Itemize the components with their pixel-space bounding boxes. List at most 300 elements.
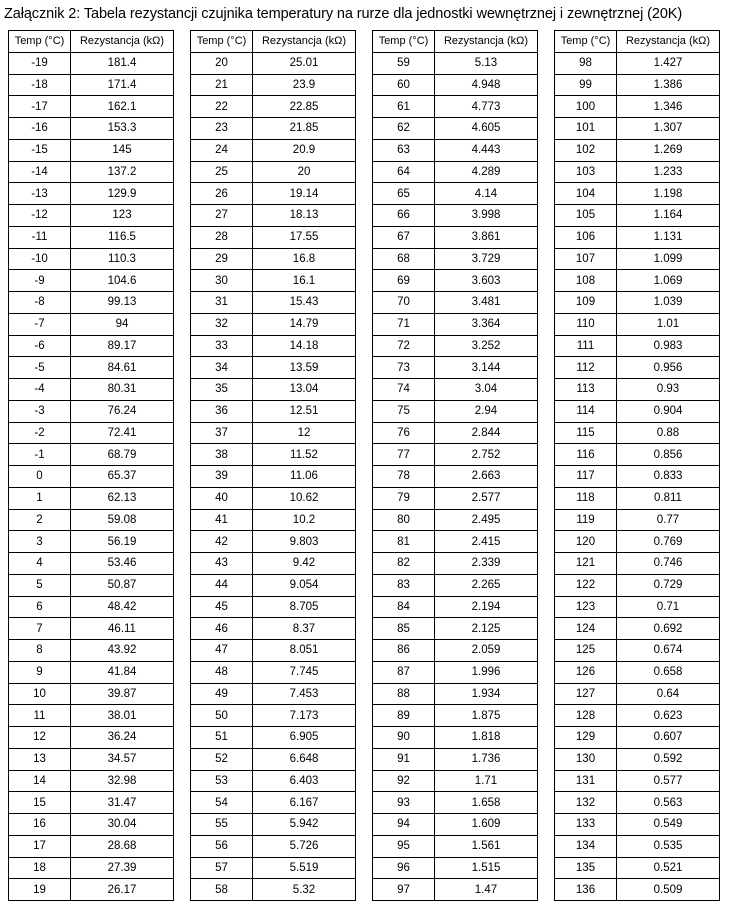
resistance-cell: 1.346	[617, 96, 720, 118]
temp-cell: 115	[555, 422, 617, 444]
table-row	[9, 509, 174, 531]
temp-cell: 19	[9, 879, 71, 901]
resistance-cell: 17.55	[253, 226, 356, 248]
temp-cell: 123	[555, 596, 617, 618]
resistance-cell: 8.051	[253, 640, 356, 662]
temp-cell: 132	[555, 792, 617, 814]
table-row	[9, 487, 174, 509]
temp-cell: 128	[555, 705, 617, 727]
temp-cell: 52	[191, 748, 253, 770]
resistance-cell: 36.24	[71, 727, 174, 749]
resistance-cell: 0.811	[617, 487, 720, 509]
temp-cell: 113	[555, 379, 617, 401]
resistance-cell: 48.42	[71, 596, 174, 618]
temp-cell: -4	[9, 379, 71, 401]
resistance-cell: 43.92	[71, 640, 174, 662]
resistance-cell: 94	[71, 313, 174, 335]
temp-cell: 61	[373, 96, 435, 118]
resistance-cell: 7.745	[253, 661, 356, 683]
temp-cell: -6	[9, 335, 71, 357]
temp-cell: 102	[555, 139, 617, 161]
table-header-row	[9, 31, 174, 53]
table-row	[191, 509, 356, 531]
temp-cell: 10	[9, 683, 71, 705]
resistance-cell: 1.47	[435, 879, 538, 901]
temp-cell: 64	[373, 161, 435, 183]
table-row	[555, 553, 720, 575]
table-row	[373, 292, 538, 314]
temp-column-header: Temp (°C)	[373, 31, 435, 53]
temp-cell: 78	[373, 466, 435, 488]
table-row	[373, 139, 538, 161]
temp-cell: 83	[373, 574, 435, 596]
resistance-cell: 3.481	[435, 292, 538, 314]
table-row	[191, 792, 356, 814]
temp-cell: 131	[555, 770, 617, 792]
table-row	[191, 96, 356, 118]
temp-cell: 39	[191, 466, 253, 488]
table-row	[9, 248, 174, 270]
temp-cell: 48	[191, 661, 253, 683]
table-row	[555, 531, 720, 553]
table-row	[191, 335, 356, 357]
table-row	[191, 270, 356, 292]
resistance-cell: 2.415	[435, 531, 538, 553]
temp-cell: 66	[373, 205, 435, 227]
table-row	[191, 705, 356, 727]
resistance-cell: 2.125	[435, 618, 538, 640]
resistance-cell: 34.57	[71, 748, 174, 770]
temp-cell: 22	[191, 96, 253, 118]
temp-cell: 69	[373, 270, 435, 292]
resistance-cell: 1.01	[617, 313, 720, 335]
resistance-cell: 104.6	[71, 270, 174, 292]
resistance-cell: 11.52	[253, 444, 356, 466]
temp-cell: 106	[555, 226, 617, 248]
temp-cell: 92	[373, 770, 435, 792]
table-row	[191, 379, 356, 401]
resistance-cell: 1.875	[435, 705, 538, 727]
temp-cell: 120	[555, 531, 617, 553]
resistance-cell: 0.856	[617, 444, 720, 466]
temp-cell: 93	[373, 792, 435, 814]
table-row	[9, 618, 174, 640]
table-row	[191, 183, 356, 205]
temp-cell: 65	[373, 183, 435, 205]
resistance-cell: 13.04	[253, 379, 356, 401]
temp-cell: 8	[9, 640, 71, 662]
resistance-cell: 137.2	[71, 161, 174, 183]
table-row	[555, 248, 720, 270]
table-row	[191, 618, 356, 640]
resistance-cell: 1.069	[617, 270, 720, 292]
table-row	[555, 52, 720, 74]
resistance-cell: 3.998	[435, 205, 538, 227]
temp-cell: -12	[9, 205, 71, 227]
resistance-cell: 0.746	[617, 553, 720, 575]
temp-cell: -18	[9, 74, 71, 96]
table-row	[191, 683, 356, 705]
table-row	[9, 183, 174, 205]
table-row	[373, 379, 538, 401]
resistance-cell: 25.01	[253, 52, 356, 74]
resistance-cell: 89.17	[71, 335, 174, 357]
temp-cell: 51	[191, 727, 253, 749]
resistance-cell: 0.674	[617, 640, 720, 662]
temp-cell: 129	[555, 727, 617, 749]
resistance-cell: 2.265	[435, 574, 538, 596]
table-row	[373, 270, 538, 292]
resistance-cell: 26.17	[71, 879, 174, 901]
resistance-table-block	[554, 30, 720, 901]
temp-cell: 11	[9, 705, 71, 727]
resistance-cell: 14.18	[253, 335, 356, 357]
resistance-cell: 12	[253, 422, 356, 444]
table-row	[191, 357, 356, 379]
table-header-row	[555, 31, 720, 53]
resistance-cell: 72.41	[71, 422, 174, 444]
resistance-cell: 22.85	[253, 96, 356, 118]
table-row	[555, 770, 720, 792]
resistance-cell: 65.37	[71, 466, 174, 488]
temp-cell: 23	[191, 118, 253, 140]
table-row	[373, 400, 538, 422]
table-header-row	[191, 31, 356, 53]
temp-cell: 26	[191, 183, 253, 205]
resistance-cell: 110.3	[71, 248, 174, 270]
temp-cell: 127	[555, 683, 617, 705]
table-row	[191, 748, 356, 770]
table-row	[373, 444, 538, 466]
temp-cell: 122	[555, 574, 617, 596]
table-row	[9, 835, 174, 857]
resistance-cell: 20	[253, 161, 356, 183]
resistance-cell: 21.85	[253, 118, 356, 140]
resistance-cell: 0.592	[617, 748, 720, 770]
table-row	[191, 422, 356, 444]
temp-cell: 117	[555, 466, 617, 488]
table-row	[555, 640, 720, 662]
temp-cell: 17	[9, 835, 71, 857]
table-row	[9, 661, 174, 683]
temp-cell: 63	[373, 139, 435, 161]
temp-cell: 91	[373, 748, 435, 770]
table-row	[191, 596, 356, 618]
table-row	[373, 727, 538, 749]
resistance-cell: 9.42	[253, 553, 356, 575]
table-row	[555, 270, 720, 292]
table-row	[9, 879, 174, 901]
table-row	[9, 118, 174, 140]
table-row	[373, 226, 538, 248]
temp-cell: -5	[9, 357, 71, 379]
temp-cell: 121	[555, 553, 617, 575]
temp-cell: -11	[9, 226, 71, 248]
resistance-cell: 0.577	[617, 770, 720, 792]
resistance-cell: 162.1	[71, 96, 174, 118]
resistance-cell: 31.47	[71, 792, 174, 814]
resistance-cell: 2.663	[435, 466, 538, 488]
temp-cell: 114	[555, 400, 617, 422]
table-row	[191, 835, 356, 857]
resistance-cell: 123	[71, 205, 174, 227]
table-row	[373, 770, 538, 792]
table-row	[373, 574, 538, 596]
resistance-cell: 1.427	[617, 52, 720, 74]
table-row	[191, 292, 356, 314]
temp-cell: 12	[9, 727, 71, 749]
temp-cell: -1	[9, 444, 71, 466]
temp-cell: 25	[191, 161, 253, 183]
table-row	[191, 661, 356, 683]
resistance-cell: 39.87	[71, 683, 174, 705]
resistance-cell: 16.8	[253, 248, 356, 270]
resistance-cell: 6.167	[253, 792, 356, 814]
temp-cell: 95	[373, 835, 435, 857]
resistance-cell: 50.87	[71, 574, 174, 596]
table-row	[555, 596, 720, 618]
resistance-cell: 145	[71, 139, 174, 161]
resistance-cell: 62.13	[71, 487, 174, 509]
table-row	[555, 835, 720, 857]
table-row	[555, 96, 720, 118]
temp-cell: 134	[555, 835, 617, 857]
resistance-cell: 10.2	[253, 509, 356, 531]
resistance-cell: 116.5	[71, 226, 174, 248]
temp-cell: 77	[373, 444, 435, 466]
resistance-column-header: Rezystancja (kΩ)	[435, 31, 538, 53]
resistance-cell: 32.98	[71, 770, 174, 792]
resistance-cell: 0.692	[617, 618, 720, 640]
resistance-cell: 1.164	[617, 205, 720, 227]
table-row	[191, 74, 356, 96]
resistance-cell: 8.37	[253, 618, 356, 640]
resistance-cell: 5.942	[253, 814, 356, 836]
temp-cell: 49	[191, 683, 253, 705]
resistance-cell: 7.453	[253, 683, 356, 705]
table-row	[373, 96, 538, 118]
temp-cell: 89	[373, 705, 435, 727]
temp-cell: 130	[555, 748, 617, 770]
temp-cell: 32	[191, 313, 253, 335]
temp-cell: -2	[9, 422, 71, 444]
table-row	[555, 661, 720, 683]
table-row	[9, 857, 174, 879]
temp-cell: 54	[191, 792, 253, 814]
temp-cell: 136	[555, 879, 617, 901]
temp-cell: 108	[555, 270, 617, 292]
table-row	[9, 640, 174, 662]
resistance-cell: 129.9	[71, 183, 174, 205]
table-row	[191, 118, 356, 140]
temp-cell: 6	[9, 596, 71, 618]
resistance-cell: 13.59	[253, 357, 356, 379]
temp-cell: 1	[9, 487, 71, 509]
table-row	[555, 509, 720, 531]
temp-cell: 124	[555, 618, 617, 640]
resistance-cell: 18.13	[253, 205, 356, 227]
temp-cell: 103	[555, 161, 617, 183]
temp-cell: 44	[191, 574, 253, 596]
temp-cell: 3	[9, 531, 71, 553]
temp-cell: 46	[191, 618, 253, 640]
table-row	[191, 444, 356, 466]
resistance-cell: 4.289	[435, 161, 538, 183]
table-row	[555, 379, 720, 401]
table-row	[373, 357, 538, 379]
table-row	[555, 857, 720, 879]
table-row	[9, 748, 174, 770]
table-row	[373, 683, 538, 705]
temp-cell: 27	[191, 205, 253, 227]
table-row	[9, 270, 174, 292]
resistance-cell: 19.14	[253, 183, 356, 205]
table-row	[373, 640, 538, 662]
resistance-table-block	[190, 30, 356, 901]
table-row	[373, 857, 538, 879]
resistance-cell: 59.08	[71, 509, 174, 531]
table-row	[191, 770, 356, 792]
temp-cell: 119	[555, 509, 617, 531]
resistance-cell: 9.803	[253, 531, 356, 553]
resistance-cell: 1.736	[435, 748, 538, 770]
resistance-cell: 1.386	[617, 74, 720, 96]
temp-cell: 111	[555, 335, 617, 357]
resistance-cell: 171.4	[71, 74, 174, 96]
resistance-cell: 80.31	[71, 379, 174, 401]
table-row	[373, 531, 538, 553]
temp-cell: 116	[555, 444, 617, 466]
table-row	[9, 400, 174, 422]
resistance-cell: 1.515	[435, 857, 538, 879]
temp-cell: 109	[555, 292, 617, 314]
resistance-cell: 3.364	[435, 313, 538, 335]
table-row	[191, 226, 356, 248]
resistance-cell: 3.252	[435, 335, 538, 357]
table-row	[9, 139, 174, 161]
table-row	[191, 139, 356, 161]
table-row	[555, 400, 720, 422]
temp-cell: -16	[9, 118, 71, 140]
resistance-cell: 27.39	[71, 857, 174, 879]
resistance-cell: 4.773	[435, 96, 538, 118]
table-row	[9, 574, 174, 596]
temp-cell: -3	[9, 400, 71, 422]
table-header-row	[373, 31, 538, 53]
resistance-cell: 1.71	[435, 770, 538, 792]
table-row	[191, 553, 356, 575]
resistance-cell: 0.535	[617, 835, 720, 857]
temp-cell: 90	[373, 727, 435, 749]
resistance-cell: 2.495	[435, 509, 538, 531]
resistance-cell: 2.339	[435, 553, 538, 575]
resistance-cell: 2.577	[435, 487, 538, 509]
temp-cell: -17	[9, 96, 71, 118]
resistance-cell: 14.79	[253, 313, 356, 335]
temp-cell: 30	[191, 270, 253, 292]
temp-cell: -8	[9, 292, 71, 314]
temp-cell: 73	[373, 357, 435, 379]
resistance-cell: 0.549	[617, 814, 720, 836]
resistance-cell: 56.19	[71, 531, 174, 553]
table-row	[191, 161, 356, 183]
temp-cell: 97	[373, 879, 435, 901]
table-row	[191, 574, 356, 596]
resistance-cell: 0.833	[617, 466, 720, 488]
table-row	[555, 705, 720, 727]
temp-cell: 0	[9, 466, 71, 488]
temp-cell: 105	[555, 205, 617, 227]
resistance-cell: 53.46	[71, 553, 174, 575]
temp-cell: 50	[191, 705, 253, 727]
temp-cell: 126	[555, 661, 617, 683]
temp-cell: 33	[191, 335, 253, 357]
temp-cell: 42	[191, 531, 253, 553]
resistance-cell: 4.443	[435, 139, 538, 161]
table-row	[555, 313, 720, 335]
resistance-cell: 0.607	[617, 727, 720, 749]
resistance-cell: 41.84	[71, 661, 174, 683]
resistance-cell: 1.609	[435, 814, 538, 836]
table-row	[191, 205, 356, 227]
table-row	[9, 466, 174, 488]
temp-cell: -19	[9, 52, 71, 74]
resistance-cell: 28.68	[71, 835, 174, 857]
table-row	[9, 161, 174, 183]
table-row	[9, 52, 174, 74]
temp-cell: 36	[191, 400, 253, 422]
resistance-cell: 1.269	[617, 139, 720, 161]
table-row	[373, 205, 538, 227]
resistance-column-header: Rezystancja (kΩ)	[253, 31, 356, 53]
resistance-cell: 5.13	[435, 52, 538, 74]
table-row	[9, 770, 174, 792]
resistance-cell: 2.752	[435, 444, 538, 466]
resistance-cell: 5.726	[253, 835, 356, 857]
resistance-table-block	[8, 30, 174, 901]
resistance-cell: 1.233	[617, 161, 720, 183]
temp-cell: -13	[9, 183, 71, 205]
table-row	[9, 205, 174, 227]
temp-cell: 133	[555, 814, 617, 836]
resistance-cell: 0.77	[617, 509, 720, 531]
temp-cell: 96	[373, 857, 435, 879]
temp-cell: 67	[373, 226, 435, 248]
temp-cell: 56	[191, 835, 253, 857]
table-row	[373, 52, 538, 74]
resistance-cell: 30.04	[71, 814, 174, 836]
table-row	[373, 161, 538, 183]
table-row	[555, 748, 720, 770]
temp-cell: 41	[191, 509, 253, 531]
table-row	[373, 183, 538, 205]
temp-cell: 71	[373, 313, 435, 335]
table-row	[373, 705, 538, 727]
table-row	[373, 618, 538, 640]
temp-cell: 74	[373, 379, 435, 401]
table-row	[555, 292, 720, 314]
resistance-cell: 46.11	[71, 618, 174, 640]
table-row	[9, 335, 174, 357]
table-row	[9, 727, 174, 749]
temp-cell: 85	[373, 618, 435, 640]
temp-cell: 70	[373, 292, 435, 314]
document-title: Załącznik 2: Tabela rezystancji czujnika temperatury na rurze dla jednostki wewnętrznej i zewnętrznej (20K)	[4, 6, 683, 22]
resistance-cell: 7.173	[253, 705, 356, 727]
temp-cell: 112	[555, 357, 617, 379]
temp-cell: -10	[9, 248, 71, 270]
table-row	[373, 487, 538, 509]
